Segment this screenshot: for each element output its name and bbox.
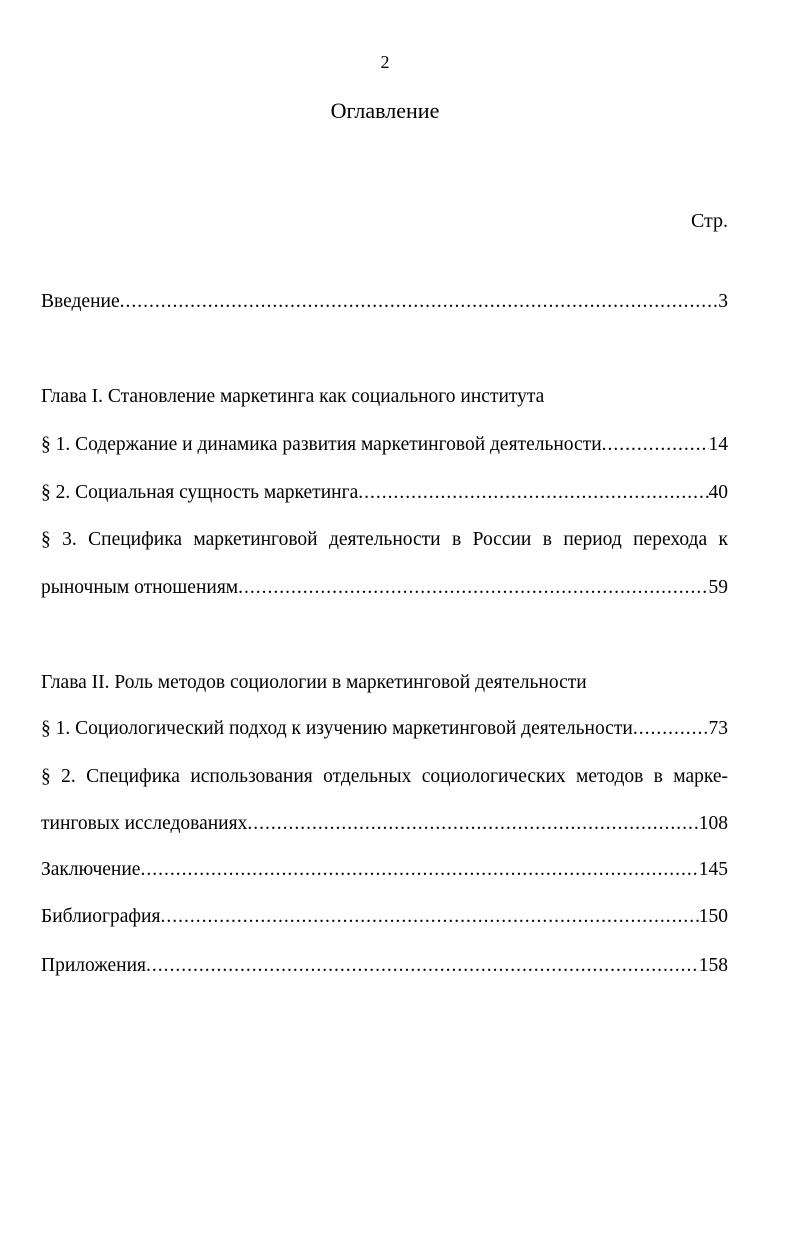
dot-leader	[160, 906, 698, 928]
toc-entry-ch1-s2[interactable]	[41, 482, 728, 504]
toc-entry-conclusion[interactable]	[41, 859, 728, 881]
toc-entry-intro[interactable]	[41, 291, 728, 313]
toc-entry-label: § 1. Социологический подход к изучению маркетинговой деятельности	[41, 718, 633, 739]
toc-entry-bibliography[interactable]	[41, 906, 728, 928]
page-title: Оглавление	[330, 98, 440, 123]
toc-entry-ch1-s3[interactable]	[41, 577, 728, 599]
toc-entry-page: 14	[708, 434, 728, 455]
toc-entry-ch2-s2[interactable]	[41, 813, 728, 835]
toc-entry-page: 150	[698, 906, 728, 927]
page-column-label: Стр.	[690, 210, 728, 232]
dot-leader	[633, 718, 709, 740]
toc-entry-page: 108	[698, 813, 728, 834]
toc-entry-page: 3	[718, 291, 728, 312]
dot-leader	[247, 813, 698, 835]
toc-entry-page: 158	[698, 955, 728, 976]
dot-leader	[146, 955, 699, 977]
dot-leader	[238, 577, 708, 599]
toc-entry-label: рыночным отношениям	[41, 577, 239, 598]
dot-leader	[140, 859, 698, 881]
toc-entry-page: 145	[698, 859, 728, 880]
dot-leader	[120, 291, 719, 313]
toc-entry-label: тинговых исследованиях	[41, 813, 248, 834]
toc-entry-appendices[interactable]	[41, 955, 728, 977]
toc-entry-page: 73	[708, 718, 728, 739]
toc-entry-ch1-s3-line1[interactable]: § 3. Специфика маркетинговой деятельности в России в период перехода к	[41, 529, 728, 550]
toc-entry-label: § 1. Содержание и динамика развития маркетинговой деятельности	[41, 434, 602, 455]
toc-entry-page: 59	[708, 577, 728, 598]
toc-entry-label: Приложения	[41, 955, 146, 976]
toc-entry-label: Библиография	[41, 906, 161, 927]
chapter-1-heading: Глава I. Становление маркетинга как социального института	[41, 386, 545, 407]
toc-entry-page: 40	[708, 482, 728, 503]
toc-entry-label: Введение	[41, 291, 120, 312]
dot-leader	[358, 482, 708, 504]
chapter-2-heading: Глава II. Роль методов социологии в маркетинговой деятельности	[41, 672, 587, 693]
page-number: 2	[380, 52, 390, 72]
dot-leader	[602, 434, 709, 456]
toc-entry-label: Заключение	[41, 859, 141, 880]
toc-entry-label: § 2. Социальная сущность маркетинга	[41, 482, 359, 503]
toc-entry-ch2-s1[interactable]	[41, 718, 728, 740]
toc-entry-ch2-s2-line1[interactable]: § 2. Специфика использования отдельных социологических методов в марке-	[41, 766, 728, 787]
toc-entry-ch1-s1[interactable]	[41, 434, 728, 456]
